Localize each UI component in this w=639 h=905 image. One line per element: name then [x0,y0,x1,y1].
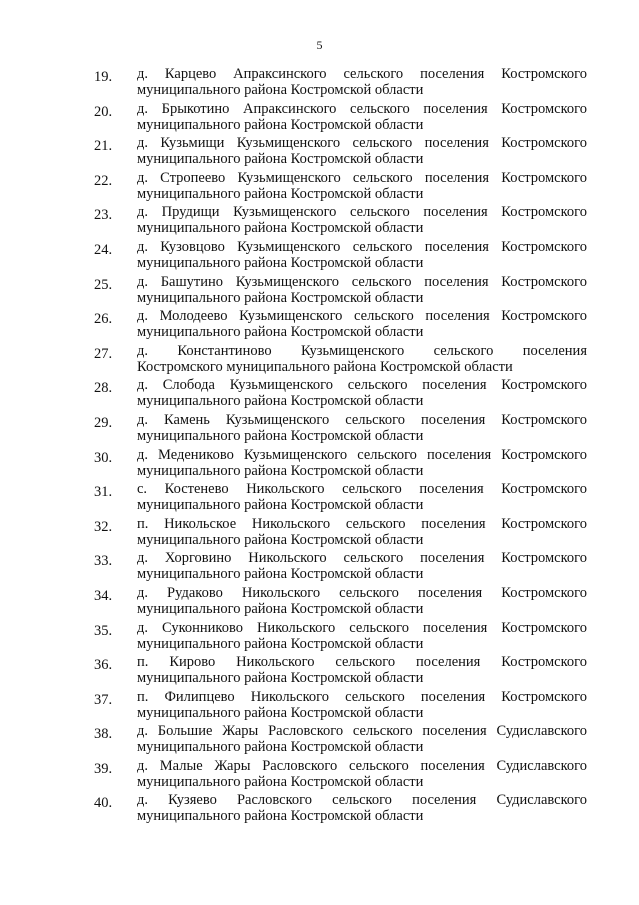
item-number: 36. [94,657,113,674]
list-item [0,652,639,687]
item-number: 23. [94,207,113,224]
item-text-line-2: муниципального района Костромской области [137,808,424,825]
item-text-line-2: муниципального района Костромской области [137,324,424,341]
item-number: 27. [94,345,113,362]
list-item [0,375,639,410]
item-text-line-2: муниципального района Костромской области [137,566,424,583]
item-number: 21. [94,138,113,155]
item-text-line-1: д. Прудищи Кузьмищенского сельского поселения Костромского [137,204,587,221]
item-text-line-1: д. Кузьмищи Кузьмищенского сельского поселения Костромского [137,135,587,152]
list-item [0,618,639,653]
item-text-line-2: муниципального района Костромской области [137,670,424,687]
item-text-line-1: д. Рудаково Никольского сельского поселения Костромского [137,584,587,601]
list-item [0,341,639,376]
item-text-line-2: муниципального района Костромской области [137,116,424,133]
item-text-line-1: д. Малые Жары Расловского сельского поселения Судиславского [137,757,587,774]
item-number: 29. [94,414,113,431]
item-number: 40. [94,795,113,812]
item-text-line-1: д. Медениково Кузьмищенского сельского поселения Костромского [137,446,587,463]
item-number: 30. [94,449,113,466]
item-number: 35. [94,622,113,639]
list-item [0,445,639,480]
list-item [0,583,639,618]
list-item [0,133,639,168]
item-text-line-1: д. Кузяево Расловского сельского поселения Судиславского [137,792,587,809]
item-number: 39. [94,760,113,777]
item-number: 28. [94,380,113,397]
item-text-line-2: муниципального района Костромской области [137,704,424,721]
list-item [0,202,639,237]
item-text-line-1: п. Кирово Никольского сельского поселения Костромского [137,654,587,671]
item-number: 31. [94,484,113,501]
item-number: 24. [94,241,113,258]
list-item [0,514,639,549]
item-text-line-2: муниципального района Костромской области [137,462,424,479]
item-number: 19. [94,69,113,85]
item-text-line-1: д. Брыкотино Апраксинского сельского поселения Костромского [137,100,587,117]
item-number: 32. [94,518,113,535]
item-text-line-1: д. Суконниково Никольского сельского поселения Костромского [137,619,587,636]
settlement-list [0,64,639,825]
list-item [0,237,639,272]
item-number: 22. [94,172,113,189]
item-text-line-2: Костромского муниципального района Костромской области [137,358,513,375]
item-text-line-2: муниципального района Костромской области [137,151,424,168]
list-item [0,790,639,825]
list-item [0,410,639,445]
item-text-line-2: муниципального района Костромской области [137,185,424,202]
item-text-line-1: п. Никольское Никольского сельского поселения Костромского [137,515,587,532]
item-text-line-1: п. Филипцево Никольского сельского поселения Костромского [137,688,587,705]
list-item [0,687,639,722]
item-text-line-2: муниципального района Костромской области [137,427,424,444]
item-number: 33. [94,553,113,570]
item-text-line-2: муниципального района Костромской области [137,531,424,548]
item-text-line-1: д. Константиново Кузьмищенского сельского поселения [137,342,587,359]
item-text-line-2: муниципального района Костромской области [137,393,424,410]
list-item [0,721,639,756]
item-text-line-1: д. Большие Жары Расловского сельского поселения Судиславского [137,723,587,740]
item-number: 38. [94,726,113,743]
item-text-line-2: муниципального района Костромской области [137,220,424,237]
item-number: 34. [94,587,113,604]
item-text-line-2: муниципального района Костромской области [137,773,424,790]
item-number: 37. [94,691,113,708]
item-text-line-2: муниципального района Костромской области [137,600,424,617]
item-text-line-2: муниципального района Костромской области [137,497,424,514]
item-text-line-1: д. Слобода Кузьмищенского сельского поселения Костромского [137,377,587,394]
list-item [0,756,639,791]
item-number: 25. [94,276,113,293]
list-item [0,99,639,134]
item-text-line-2: муниципального района Костромской области [137,739,424,756]
item-text-line-2: муниципального района Костромской области [137,635,424,652]
list-item [0,272,639,307]
list-item [0,306,639,341]
item-number: 20. [94,103,113,120]
list-item [0,64,639,99]
item-text-line-1: д. Башутино Кузьмищенского сельского поселения Костромского [137,273,587,290]
item-text-line-1: с. Костенево Никольского сельского поселения Костромского [137,481,587,498]
list-item [0,168,639,203]
item-text-line-2: муниципального района Костромской области [137,254,424,271]
item-text-line-1: д. Камень Кузьмищенского сельского поселения Костромского [137,411,587,428]
list-item [0,479,639,514]
list-item [0,548,639,583]
item-text-line-1: д. Стропеево Кузьмищенского сельского поселения Костромского [137,169,587,186]
page-number: 5 [316,38,323,52]
item-text-line-2: муниципального района Костромской области [137,82,424,98]
item-text-line-1: д. Молодеево Кузьмищенского сельского поселения Костромского [137,308,587,325]
item-number: 26. [94,311,113,328]
item-text-line-1: д. Кузовцово Кузьмищенского сельского поселения Костромского [137,238,587,255]
item-text-line-1: д. Карцево Апраксинского сельского поселения Костромского [137,66,587,82]
item-text-line-1: д. Хорговино Никольского сельского поселения Костромского [137,550,587,567]
item-text-line-2: муниципального района Костромской области [137,289,424,306]
